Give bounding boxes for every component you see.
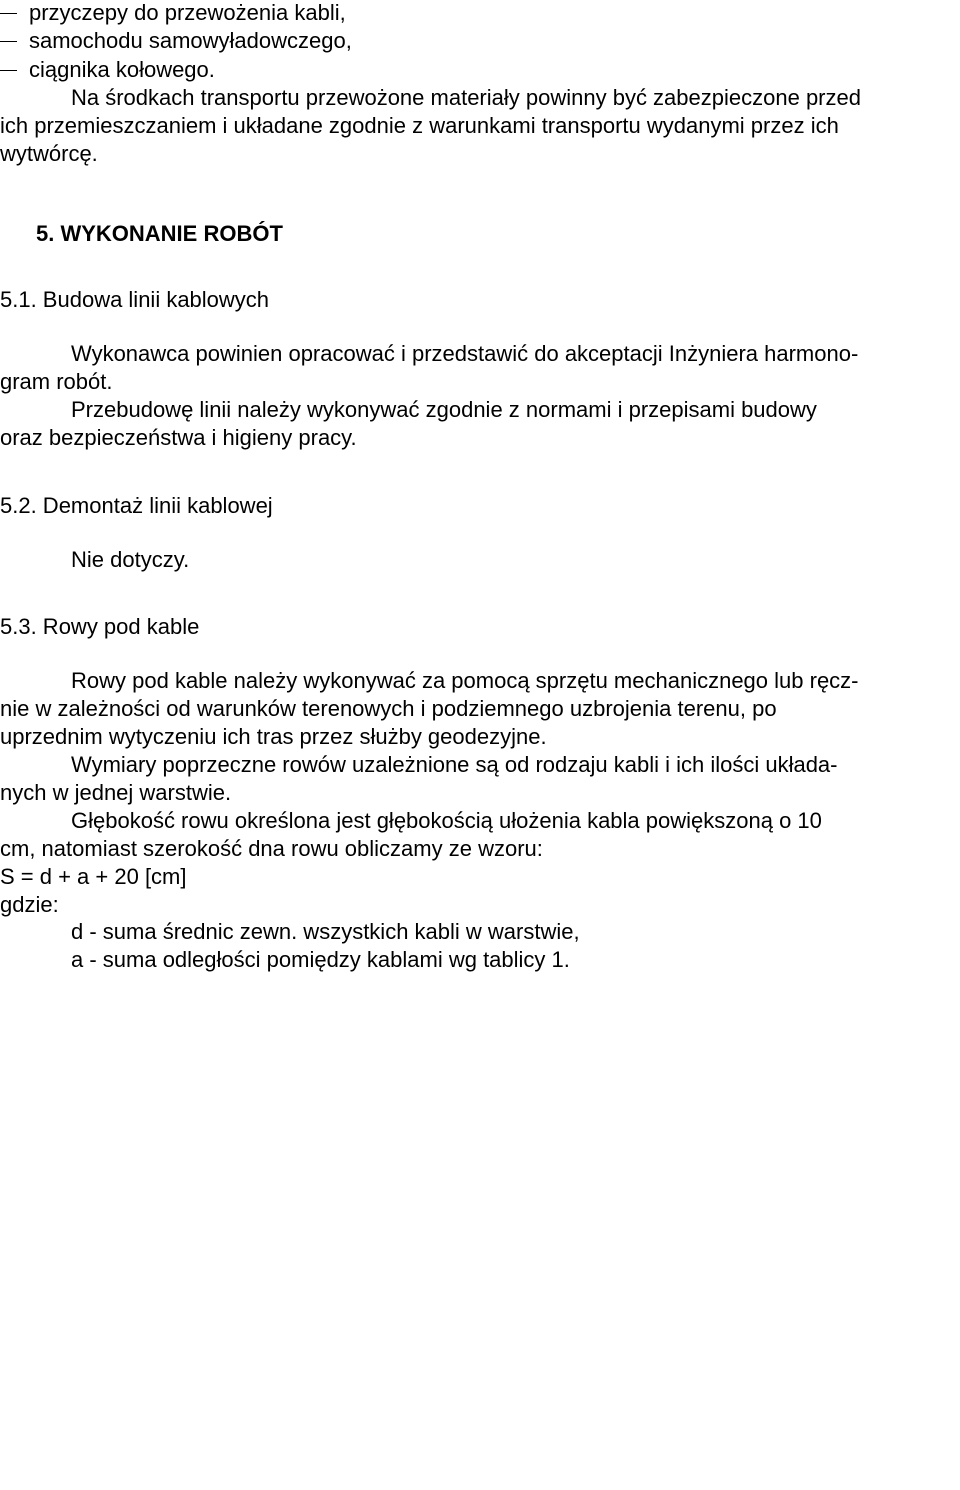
paragraph-line: Głębokość rowu określona jest głębokością ułożenia kabla powiększoną o 10 [71, 808, 822, 833]
paragraph-line: Wymiary poprzeczne rowów uzależnione są od rodzaju kabli i ich ilości układa- [71, 752, 838, 777]
bullet-item [0, 0, 900, 27]
paragraph-line: nie w zależności od warunków terenowych i podziemnego uzbrojenia terenu, po [0, 696, 777, 721]
paragraph-line: Przebudowę linii należy wykonywać zgodnie z normami i przepisami budowy [71, 397, 817, 422]
bullet-text: przyczepy do przewożenia kabli, [29, 0, 346, 25]
bullet-item [0, 27, 900, 55]
subsection-heading: 5.3. Rowy pod kable [0, 614, 200, 639]
paragraph-line: Rowy pod kable należy wykonywać za pomocą sprzętu mechanicznego lub ręcz- [71, 668, 859, 693]
dash-icon [0, 13, 17, 14]
dash-icon [0, 41, 17, 42]
definition-item: d - suma średnic zewn. wszystkich kabli w warstwie, [71, 919, 580, 944]
paragraph-line: gram robót. [0, 369, 113, 394]
subsection-heading: 5.1. Budowa linii kablowych [0, 287, 270, 312]
paragraph-line: ich przemieszczaniem i układane zgodnie z warunkami transportu wydanymi przez ich [0, 113, 839, 138]
paragraph-line: oraz bezpieczeństwa i higieny pracy. [0, 425, 357, 450]
paragraph-line: Wykonawca powinien opracować i przedstawić do akceptacji Inżyniera harmono- [71, 341, 859, 366]
definition-item: a - suma odległości pomiędzy kablami wg tablicy 1. [71, 947, 570, 972]
subsection-heading: 5.2. Demontaż linii kablowej [0, 493, 273, 518]
paragraph-line: Na środkach transportu przewożone materiały powinny być zabezpieczone przed [71, 85, 861, 110]
where-label: gdzie: [0, 892, 59, 917]
bullet-item [0, 56, 900, 84]
bullet-text: ciągnika kołowego. [29, 57, 215, 82]
dash-icon [0, 70, 17, 71]
formula: S = d + a + 20 [cm] [0, 864, 187, 889]
section-heading: 5. WYKONANIE ROBÓT [36, 221, 283, 246]
paragraph-line: cm, natomiast szerokość dna rowu obliczamy ze wzoru: [0, 836, 543, 861]
paragraph-line: uprzednim wytyczeniu ich tras przez służby geodezyjne. [0, 724, 547, 749]
bullet-text: samochodu samowyładowczego, [29, 28, 352, 53]
paragraph-line: nych w jednej warstwie. [0, 780, 232, 805]
paragraph-line: Nie dotyczy. [71, 547, 190, 572]
paragraph-line: wytwórcę. [0, 141, 98, 166]
